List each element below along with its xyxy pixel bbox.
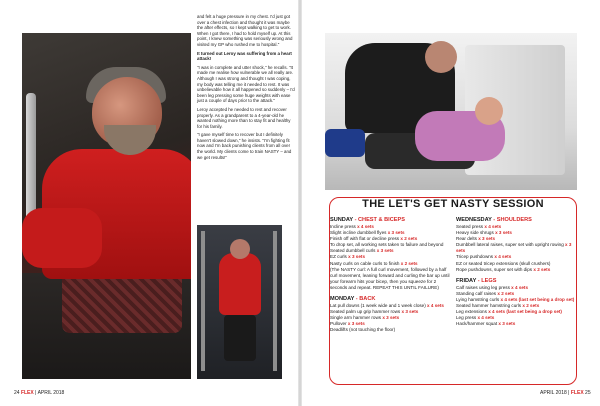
exercise-sets: x 2 sets xyxy=(497,290,515,296)
exercise-name: Hack/hammer squat xyxy=(456,321,498,327)
exercise-name: Seated hammer hamstring curls xyxy=(456,303,522,309)
folio-issue: APRIL 2018 xyxy=(37,390,65,396)
exercise-name: Tricep pushdowns xyxy=(456,254,494,260)
exercise-sets: x 3 sets xyxy=(376,248,394,254)
exercise-sets: x 2 sets xyxy=(400,260,418,266)
exercise-sets: x 4 sets xyxy=(427,303,444,309)
day-focus: CHEST & BICEPS xyxy=(358,217,405,223)
photo-rack-shape xyxy=(273,231,277,371)
exercise-sets: x 3 sets xyxy=(495,230,512,236)
exercise-sets: x 4 sets xyxy=(477,315,495,321)
exercise-sets: x 4 sets xyxy=(494,254,512,260)
exercise-name: Slight incline dumbbell flyes xyxy=(330,230,387,236)
day-name: FRIDAY xyxy=(456,277,477,284)
exercise-line xyxy=(456,242,576,254)
exercise-name: Seated press xyxy=(456,224,484,229)
exercise-sets: x 3 sets xyxy=(401,309,419,315)
main-photo-trainer-shouting xyxy=(22,33,191,379)
exercise-sets: x 3 sets xyxy=(387,230,405,236)
photo-trainer-head-shape xyxy=(425,41,457,73)
photo-head-shape xyxy=(230,239,250,259)
day-name: MONDAY xyxy=(330,296,355,303)
exercise-sets: x 3 sets xyxy=(347,321,365,327)
session-title: THE LET'S GET NASTY SESSION xyxy=(362,198,544,210)
photo-client-head-shape xyxy=(475,97,503,125)
exercise-line xyxy=(330,267,454,291)
exercise-name: Seated dumbbell curls xyxy=(330,248,376,254)
exercise-name: Heavy side shrugs xyxy=(456,230,494,236)
exercise-line xyxy=(456,321,576,327)
workout-day-heading xyxy=(330,216,454,224)
folio-page-number: 24 xyxy=(14,390,20,396)
workout-column-right xyxy=(456,212,576,327)
spine-gutter xyxy=(298,0,302,406)
exercise-sets: x 2 sets xyxy=(522,303,540,309)
exercise-name: Lat pull downs (1 week wide and 1 week close) xyxy=(330,303,426,309)
exercise-name: Rope pushdowns, super set with dips xyxy=(456,266,533,272)
exercise-sets: x 4 sets xyxy=(511,284,529,290)
day-separator: - xyxy=(353,217,358,223)
day-separator: - xyxy=(491,217,497,223)
exercise-name: Lying hamstring curls xyxy=(456,296,500,302)
exercise-name: Pullover xyxy=(330,321,347,327)
article-paragraph: and felt a huge pressure in my chest. I'd just got over a chest infection and thought it was maybe the after effects, so I kept walking to get to work. When I got there, I had to hold myself up. At this point, I knew something was seriously wrong and visited my GP who rushed me to hospital." xyxy=(197,14,293,47)
exercise-line xyxy=(456,267,576,273)
workout-column-left xyxy=(330,212,454,334)
day-name: WEDNESDAY xyxy=(456,217,492,223)
day-focus: BACK xyxy=(359,296,376,303)
left-folio xyxy=(14,390,64,396)
exercise-name: EZ or seated tricep extensions (skull crushers) xyxy=(456,260,551,266)
exercise-name: EZ curls xyxy=(330,254,347,260)
exercise-name: To drop set, all working sets taken to failure and beyond xyxy=(330,242,444,248)
exercise-sets: x 4 sets (last set being a drop set) xyxy=(488,309,562,315)
exercise-name: (The NASTY curl: A full curl movement, followed by a half curl movement, leaning forward and curling the bar up until your forearm hits your bicep, then you squeeze for 2 seconds and repeat. REPEAT THIS UNTIL FAILURE) xyxy=(330,266,450,290)
exercise-name: Finish off with flat or decline press xyxy=(330,236,400,242)
day-name: SUNDAY xyxy=(330,217,354,223)
exercise-sets: x 3 sets xyxy=(382,315,400,321)
exercise-name: Leg press xyxy=(456,315,477,321)
exercise-name: Nasty curls on cable curls to finish xyxy=(330,260,400,266)
exercise-name: Rear delts xyxy=(456,236,477,242)
exercise-sets: x 4 sets (last set being a drop set) xyxy=(500,296,575,302)
day-focus: LEGS xyxy=(481,277,497,284)
article-body-column xyxy=(197,14,295,163)
right-folio xyxy=(540,390,591,396)
folio-page-number: 25 xyxy=(585,390,591,396)
article-paragraph: Leroy accepted he needed to rest and recover properly. As a grandparent to a 4-year-old he wanted nothing more than to stay fit and healthy for his family. xyxy=(197,106,291,129)
exercise-sets: x 2 sets xyxy=(533,266,551,272)
exercise-name: Incline press xyxy=(330,224,356,229)
folio-magazine: FLEX xyxy=(570,390,584,396)
exercise-name: Standing calf raises xyxy=(456,290,497,296)
day-focus: SHOULDERS xyxy=(496,217,532,223)
exercise-sets: x 3 sets xyxy=(456,242,572,254)
folio-separator: | xyxy=(35,390,37,396)
exercise-name: Seated palm up grip hammer rows xyxy=(330,309,401,315)
exercise-name: Calf raises using leg press xyxy=(456,284,510,290)
exercise-sets: x 4 sets xyxy=(484,224,502,229)
photo-body-shape xyxy=(219,253,261,315)
photo-legs-shape xyxy=(224,315,256,361)
exercise-name: Dumbbell lateral raises, super set with upright rowing xyxy=(456,242,564,248)
photo-pad-shape xyxy=(62,273,182,333)
workout-day-heading xyxy=(456,277,576,285)
day-separator: - xyxy=(354,296,360,303)
exercise-name: Leg extensions xyxy=(456,309,487,315)
top-photo-training-session xyxy=(325,33,577,190)
day-separator: - xyxy=(476,277,482,284)
secondary-photo-trainer-standing xyxy=(197,225,282,379)
photo-arm-shape xyxy=(22,208,102,268)
exercise-sets: x 3 sets xyxy=(498,321,516,327)
workout-day-heading xyxy=(456,216,576,224)
photo-bottle-shape xyxy=(26,93,36,223)
exercise-line xyxy=(330,327,454,333)
article-paragraph: "I was in complete and utter shock," he recalls. "It made me realise how vulnerable we all really are. Although I was strong and thought I was coping, my body was telling me it needed to rest. It was unbelievable how it all happened so suddenly – I'd been leg pressing some huge weights with ease just a couple of days prior to the attack." xyxy=(197,64,295,104)
folio-separator: | xyxy=(568,390,570,396)
folio-magazine: FLEX xyxy=(20,390,34,396)
photo-sleeve-shape xyxy=(325,129,365,157)
photo-rack-shape xyxy=(201,231,205,371)
exercise-name: Single arm hammer rows xyxy=(330,315,382,321)
article-lead-in: It turned out Leroy was suffering from a heart attack! xyxy=(197,50,292,62)
exercise-sets: x 3 sets xyxy=(478,236,496,242)
workout-day-heading xyxy=(330,295,454,303)
exercise-sets: x 2 sets xyxy=(400,236,418,242)
exercise-name: Deadlifts (not touching the floor) xyxy=(330,327,396,333)
article-paragraph: "I gave myself time to recover but I definitely haven't slowed down," he insists. "I'm fighting fit now and I'm back punishing clients from all over the world. My clients come to train NASTY – and we get results!" xyxy=(197,132,292,160)
exercise-sets: x 3 sets xyxy=(348,254,365,260)
folio-issue: APRIL 2018 xyxy=(540,390,567,396)
exercise-sets: x 4 sets xyxy=(357,224,374,229)
